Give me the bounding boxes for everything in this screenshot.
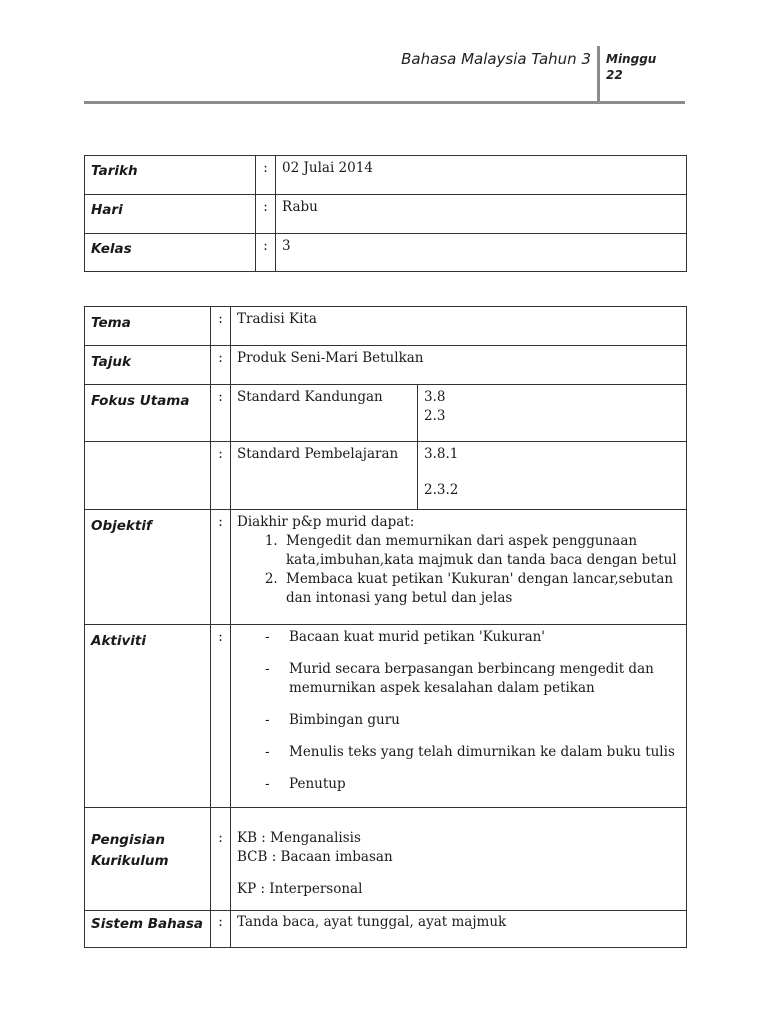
separator: : — [211, 346, 231, 385]
standard-kandungan-values — [418, 385, 687, 442]
tajuk-value: Produk Seni-Mari Betulkan — [231, 346, 687, 385]
tema-label: Tema — [85, 307, 211, 346]
lesson-plan-table — [84, 306, 687, 948]
separator: : — [256, 156, 276, 195]
objektif-item: 2. Membaca kuat petikan 'Kukuran' dengan lancar,sebutan dan intonasi yang betul dan jelas — [282, 570, 686, 608]
objektif-item: 1. Mengedit dan memurnikan dari aspek penggunaan kata,imbuhan,kata majmuk dan tanda baca dengan betul — [282, 532, 686, 570]
separator: : — [211, 808, 231, 911]
row-sistem-bahasa — [85, 911, 687, 948]
aktiviti-list — [237, 628, 686, 794]
tajuk-label: Tajuk — [85, 346, 211, 385]
header-vertical-divider — [597, 46, 600, 103]
separator: : — [211, 385, 231, 442]
objektif-content — [231, 510, 687, 625]
week-indicator — [606, 51, 656, 83]
row-standard-pembelajaran — [85, 442, 687, 510]
standard-pembelajaran-label: Standard Pembelajaran — [231, 442, 418, 510]
info-row-kelas — [85, 234, 687, 272]
spacer — [424, 464, 686, 481]
objektif-intro: Diakhir p&p murid dapat: — [237, 514, 415, 530]
separator: : — [256, 234, 276, 272]
header-horizontal-rule — [84, 101, 685, 104]
standard-pembelajaran-value: 2.3.2 — [424, 482, 459, 498]
standard-kandungan-value: 3.8 — [424, 389, 446, 405]
document-title: Bahasa Malaysia Tahun 3 — [401, 50, 591, 68]
info-label: Tarikh — [85, 156, 256, 195]
standard-pembelajaran-values — [418, 442, 687, 510]
row-objektif — [85, 510, 687, 625]
week-number: 22 — [606, 68, 623, 82]
objektif-list — [237, 532, 686, 608]
separator: : — [256, 195, 276, 234]
aktiviti-content — [231, 625, 687, 808]
row-standard-kandungan — [85, 385, 687, 442]
row-pengisian-kurikulum — [85, 808, 687, 911]
pengisian-item: BCB : Bacaan imbasan — [237, 849, 393, 865]
pengisian-content — [231, 808, 687, 911]
standard-kandungan-label: Standard Kandungan — [231, 385, 418, 442]
pengisian-item: KB : Menganalisis — [237, 830, 361, 846]
pengisian-item: KP : Interpersonal — [237, 881, 363, 897]
aktiviti-item: - Menulis teks yang telah dimurnikan ke dalam buku tulis — [237, 743, 686, 762]
info-table — [84, 155, 687, 272]
separator: : — [211, 625, 231, 808]
aktiviti-item: - Penutup — [237, 775, 686, 794]
empty-cell — [85, 442, 211, 510]
info-value: 02 Julai 2014 — [276, 156, 687, 195]
info-row-hari — [85, 195, 687, 234]
row-aktiviti — [85, 625, 687, 808]
pengisian-label — [85, 808, 211, 911]
separator: : — [211, 911, 231, 948]
standard-kandungan-value: 2.3 — [424, 408, 446, 424]
separator: : — [211, 307, 231, 346]
separator: : — [211, 510, 231, 625]
separator: : — [211, 442, 231, 510]
row-tema — [85, 307, 687, 346]
pengisian-label-line: Kurikulum — [91, 853, 169, 869]
info-row-tarikh — [85, 156, 687, 195]
aktiviti-item: - Murid secara berpasangan berbincang mengedit dan memurnikan aspek kesalahan dalam petikan — [237, 660, 686, 698]
aktiviti-item: - Bacaan kuat murid petikan 'Kukuran' — [237, 628, 686, 647]
fokus-label: Fokus Utama — [85, 385, 211, 442]
info-value: 3 — [276, 234, 687, 272]
info-label: Hari — [85, 195, 256, 234]
objektif-label: Objektif — [85, 510, 211, 625]
aktiviti-item: - Bimbingan guru — [237, 711, 686, 730]
standard-pembelajaran-value: 3.8.1 — [424, 446, 459, 462]
tema-value: Tradisi Kita — [231, 307, 687, 346]
spacer — [237, 867, 686, 880]
aktiviti-label: Aktiviti — [85, 625, 211, 808]
pengisian-label-line: Pengisian — [91, 832, 165, 848]
info-value: Rabu — [276, 195, 687, 234]
row-tajuk — [85, 346, 687, 385]
week-label: Minggu — [606, 52, 657, 66]
info-label: Kelas — [85, 234, 256, 272]
sistem-bahasa-value: Tanda baca, ayat tunggal, ayat majmuk — [231, 911, 687, 948]
sistem-bahasa-label: Sistem Bahasa — [85, 911, 211, 948]
